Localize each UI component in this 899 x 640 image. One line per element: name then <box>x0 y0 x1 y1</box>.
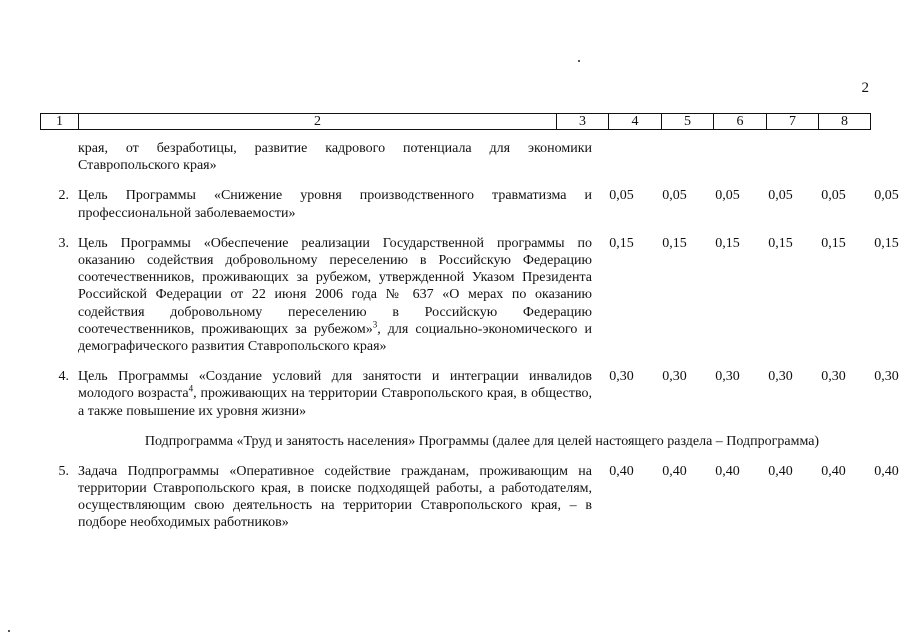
footnote-marker: 4 <box>188 383 194 394</box>
column-header: 1 <box>41 114 79 130</box>
row-values <box>595 187 899 204</box>
value-cell: 0,15 <box>874 235 899 251</box>
table-row <box>40 368 899 420</box>
value-cell: 0,05 <box>768 188 793 204</box>
value-cell: 0,30 <box>874 369 899 385</box>
footnote-marker: 3 <box>372 319 378 330</box>
value-cell: 0,05 <box>821 188 846 204</box>
value-cell: 0,05 <box>609 188 634 204</box>
value-cell: 0,40 <box>609 463 634 479</box>
value-cell: 0,15 <box>821 235 846 251</box>
table-row <box>40 235 899 355</box>
row-text: края, от безработицы, развитие кадрового потенциала для экономики Ставропольского края» <box>78 141 592 174</box>
value-cell: 0,30 <box>609 369 634 385</box>
value-cell: 0,30 <box>715 369 740 385</box>
page-number: 2 <box>861 80 869 96</box>
row-number: 2. <box>58 188 69 204</box>
row-text-part: Цель Программы «Создание условий для занятости и интеграции инвалидов молодого возраста <box>78 369 592 402</box>
row-text-part: , проживающих на территории Ставропольского края, в общество, а также повышение их уровня жизни» <box>78 386 592 419</box>
row-values <box>595 235 899 252</box>
subprogram-heading: Подпрограмма «Труд и занятость населения» Программы (далее для целей настоящего раздела – Подпрограмма) <box>144 433 820 449</box>
column-header: 4 <box>609 114 662 130</box>
table-row <box>40 187 899 221</box>
row-text <box>78 368 592 420</box>
column-header: 2 <box>79 114 557 130</box>
value-cell: 0,30 <box>768 369 793 385</box>
row-number: 3. <box>58 235 69 251</box>
value-cell: 0,15 <box>715 235 740 251</box>
value-cell: 0,30 <box>821 369 846 385</box>
table-row <box>40 140 870 174</box>
value-cell: 0,05 <box>662 188 687 204</box>
column-header: 8 <box>819 114 871 130</box>
column-header: 7 <box>767 114 819 130</box>
column-header: 6 <box>714 114 767 130</box>
table-row <box>40 463 899 532</box>
row-text <box>78 235 592 355</box>
value-cell: 0,40 <box>768 463 793 479</box>
value-cell: 0,15 <box>662 235 687 251</box>
row-text-part: , для социально-экономического и демографического развития Ставропольского края» <box>78 321 592 355</box>
column-header: 3 <box>557 114 609 130</box>
row-text-part: Цель Программы «Обеспечение реализации Государственной программы по оказанию содействия добровольному переселению в Российскую Федерацию соотечественников, проживающих за рубежом, утвержденной Указом Президента Российской Федерации от 22 июня 2006 года № 637 «О мерах по оказанию содействия добровольному переселению в Российскую Федерацию соотечественников, проживающих за рубежом» <box>78 235 592 337</box>
table-body <box>40 140 899 545</box>
row-values <box>595 368 899 385</box>
value-cell: 0,40 <box>662 463 687 479</box>
value-cell: 0,40 <box>874 463 899 479</box>
row-text: Цель Программы «Снижение уровня производственного травматизма и профессиональной заболеваемости» <box>78 188 592 221</box>
value-cell: 0,40 <box>715 463 740 479</box>
value-cell: 0,05 <box>715 188 740 204</box>
column-header: 5 <box>662 114 714 130</box>
value-cell: 0,40 <box>821 463 846 479</box>
column-header-table <box>40 113 871 130</box>
row-values <box>595 463 899 480</box>
row-number: 4. <box>58 369 69 385</box>
value-cell: 0,15 <box>609 235 634 251</box>
scan-speck <box>578 60 580 62</box>
value-cell: 0,30 <box>662 369 687 385</box>
value-cell: 0,05 <box>874 188 899 204</box>
scan-speck <box>8 630 10 632</box>
value-cell: 0,15 <box>768 235 793 251</box>
row-text: Задача Подпрограммы «Оперативное содействие гражданам, проживающим на территории Ставропольского края, в поиске подходящей работы, а работодателям, осуществляющим свою деятельность на территории Ставропольского края, – в подборе необходимых работников» <box>78 463 592 531</box>
row-number: 5. <box>58 463 69 479</box>
